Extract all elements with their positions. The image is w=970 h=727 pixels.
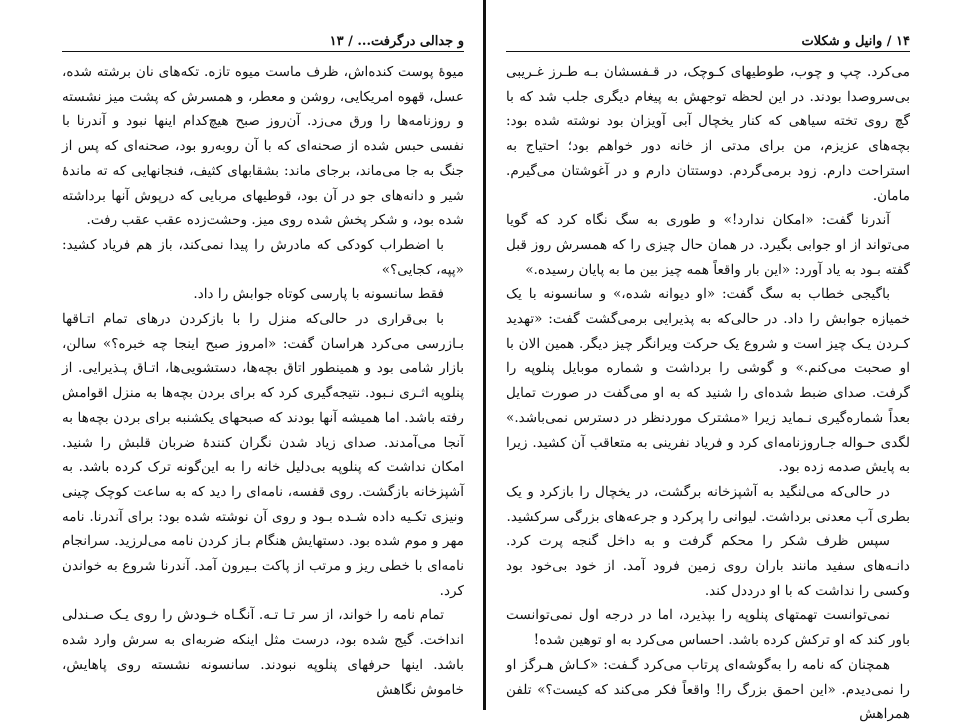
right-book-page (486, 0, 970, 723)
left-paragraph-4: با بی‌قراری در حالی‌که منزل را با بازکردن درهای تمام اتـاقها بـازرسی می‌کرد هراسان گفت: «امروز صبح اینجا چه خبره؟» سالن، بازار شامی بود و همینطور اتاق بچه‌ها، دستشویی‌ها، اتـاق پـذیرایی. از پنلوپه اثـری نـبود. نتیجه‌گیری کرد که برای بردن بچه‌ها به منزل اقوامش رفته باشد. اما همیشه آنها بودند که صبحهای یکشنبه برای بردن بچه‌ها به آنجا می‌آمدند. صدای زیاد شدن نگران کنندهٔ ضربان قلبش را شنید. امکان نداشت که پنلوپه بی‌دلیل خانه را به این‌گونه ترک کرده باشد. به آشپزخانه بازگشت. روی قفسه، نامه‌ای را دید که به ساعت کوچک چینی ونیزی تکـیه داده شـده بـود و روی آن نوشته شده بود: برای آندرنا. نامه مهر و موم شده بود. دستهایش هنگام بـاز کردن نامه می‌لرزید. سرانجام نامه‌ای با خطی ریز و مرتب از پاکت بـیرون آمد. آندرنا شروع به خواندن کرد. (62, 311, 464, 599)
right-paragraph-7: همچنان که نامه را به‌گوشه‌ای پرتاب می‌کرد گـفت: «کـاش هـرگز او را نمی‌دیدم. «این احمق بزرگ را! واقعاً فکر می‌کند که کیست؟» تلفن همراهش (506, 656, 910, 723)
right-page-body (506, 60, 910, 727)
right-paragraph-3: باگیجی خطاب به سگ گفت: «او دیوانه شده،» و سانسونه با یک خمیازه جوابش را داد. در حالی‌که به پذیرایی برمی‌گشت گفت: «تهدید کـردن یـک چیز است و شروع یک حرکت ویرانگر چیز دیگر. همین الان با او صحبت می‌کنم.» و گوشی را برداشت و شماره موبایل پنلوپه را گرفت. صدای ضبط شده‌ای را شنید که به او می‌گفت در صورت تمایل بعداً شماره‌گیری نـماید زیرا «مشترک موردنظر در دسترس نمی‌باشد.» لگدی حـواله جـاروزنامه‌ای کرد و فریاد نفرینی به متعاقب آن کشید. زیرا به پایش صدمه زده بود. (506, 286, 910, 476)
right-page-header: ۱۴ / وانیل و شکلات (506, 0, 910, 52)
left-book-page (0, 0, 484, 710)
right-paragraph-6: نمی‌توانست تهمتهای پنلوپه را بپذیرد، اما در درجه اول نمی‌توانست باور کند که او ترکش کرده باشد. احساس می‌کرد به او توهین شده! (506, 607, 910, 649)
left-paragraph-5: تمام نامه را خواند، از سر تـا تـه. آنگـاه خـودش را روی یـک صـندلی انداخت. گیج شده بود، درست مثل اینکه ضربه‌ای به سرش وارد شده باشد. اینها حرفهای پنلوپه نبودند. سانسونه نشسته روی پاهایش، خاموش نگاهش (62, 607, 464, 698)
right-paragraph-1: می‌کرد. چپ و چوب، طوطیهای کـوچک، در قـفسشان بـه طـرز غـریبی بی‌سروصدا بودند. در این لحظه توجهش به پیغام دیگری جلب شد که با گچ روی تخته سیاهی که کنار یخچال آبی آویزان بود نوشته شده بود: بچه‌های عزیزم، من برای مدتی از خانه دور خواهم بود؛ احتیاج به استراحت دارم. زود برمی‌گردم. دوستتان دارم و در آغوشتان می‌گیرم. مامان. (506, 64, 910, 204)
right-paragraph-4: در حالی‌که می‌لنگید به آشپزخانه برگشت، در یخچال را بازکرد و یک بطری آب معدنی برداشت. لیوانی را پرکرد و جرعه‌های بزرگی سرکشید. (506, 483, 910, 525)
right-paragraph-5: سپس ظرف شکر را محکم گرفت و به داخل گنجه پرت کرد. دانـه‌های سفید مانند باران روی زمین فرود آمد. از خود بی‌خود بود وکسی را نداشت که با او درددل کند. (506, 533, 910, 599)
left-page-header: و جدالی درگرفت... / ۱۳ (62, 0, 464, 52)
left-paragraph-3: فقط سانسونه با پارسی کوتاه جوابش را داد. (193, 286, 444, 303)
left-paragraph-1: میوهٔ پوست کنده‌اش، ظرف ماست میوه تازه. تکه‌های نان برشته شده، عسل، قهوه امریکایی، روشن و معطر، و همسرش که پشت میز نشسته و روزنامه‌ها را ورق می‌زد. آن‌روز صبح هیچ‌کدام اینها نبود و آندرنا با نفسی حبس شده از صحنه‌ای که با آن روبه‌رو بود، صحنه‌ای که پس از جنگ به جا می‌ماند، برجای ماند: بشقابهای کثیف، فنجانهایی که ته ماندهٔ شیر و دانه‌های جو در آن بود، قوطیهای مربایی که درپوش آنها برداشته شده بود، و شکر پخش شده روی میز. وحشت‌زده عقب عقب رفت. (62, 64, 464, 229)
left-page-body (62, 60, 464, 702)
left-paragraph-2: با اضطراب کودکی که مادرش را پیدا نمی‌کند، باز هم فریاد کشید: «پپه، کجایی؟» (62, 236, 464, 278)
right-paragraph-2: آندرنا گفت: «امکان ندارد!» و طوری به سگ نگاه کرد که گویا می‌تواند از او جوابی بگیرد. در همان حال چیزی را که همسرش روز قبل گفته بـود به یاد آورد: «این بار واقعاً همه چیز بین ما به پایان رسیده.» (506, 212, 910, 278)
